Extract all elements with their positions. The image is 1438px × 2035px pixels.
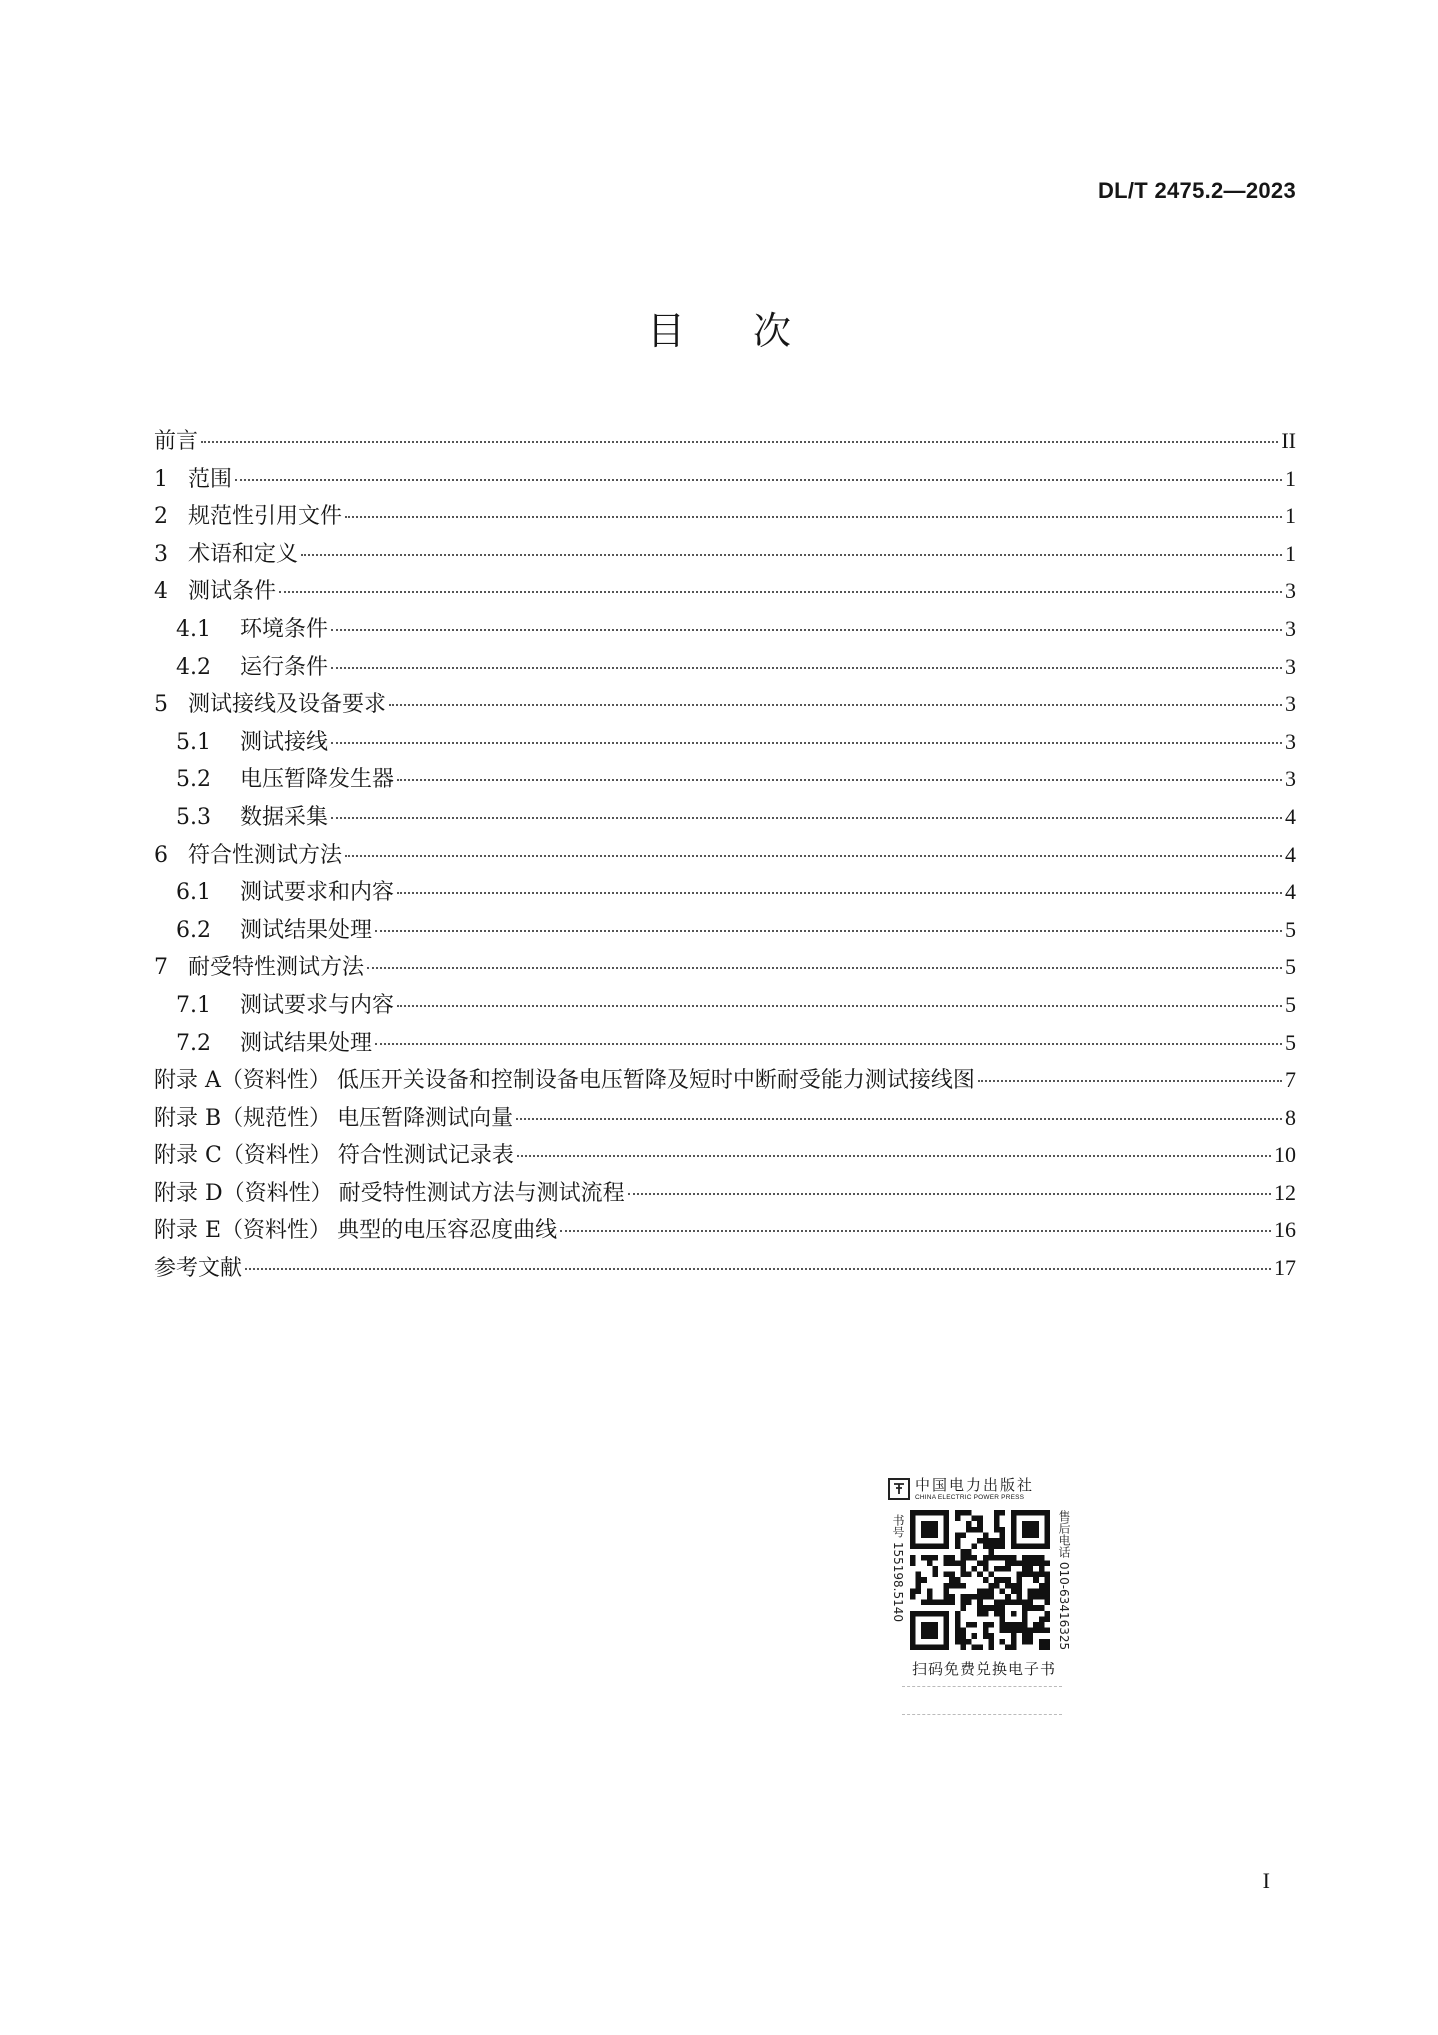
publisher-name-en: CHINA ELECTRIC POWER PRESS [915, 1493, 1025, 1501]
toc-entry-page: 3 [1285, 728, 1296, 754]
appendix-designation: 附录 D（资料性） [154, 1180, 333, 1206]
toc-entry-page: 3 [1285, 766, 1296, 792]
toc-entry[interactable] [154, 1174, 1296, 1212]
appendix-designation: 附录 A（资料性） [154, 1068, 331, 1094]
toc-entry-page: 4 [1285, 841, 1296, 867]
dot-leader [517, 1133, 1271, 1157]
toc-entry[interactable] [154, 535, 1296, 573]
toc-entry-label: 术语和定义 [188, 541, 299, 567]
dot-leader [978, 1058, 1282, 1082]
toc-entry[interactable] [154, 836, 1296, 874]
appendix-title: 低压开关设备和控制设备电压暂降及短时中断耐受能力测试接线图 [336, 1068, 975, 1094]
toc-entry-label: 范围 [188, 466, 233, 492]
toc-entry-page: 12 [1274, 1179, 1296, 1205]
toc-entry-label: 环境条件 [240, 616, 329, 642]
toc-entry-label: 电压暂降发生器 [240, 767, 395, 793]
toc-entry[interactable] [154, 1024, 1296, 1062]
book-number: 书号 155198.5140 [891, 1514, 905, 1622]
dot-leader [389, 682, 1282, 706]
toc-entry-number: 4.2 [176, 654, 211, 680]
toc-entry-number: 1 [154, 466, 168, 492]
toc-entry-number: 5.2 [176, 767, 211, 793]
publisher-logo-icon [888, 1478, 910, 1500]
table-of-contents [154, 422, 1296, 1287]
toc-entry[interactable] [154, 1061, 1296, 1099]
toc-title: 目次 [646, 309, 859, 353]
dot-leader [235, 457, 1282, 481]
dashed-divider [902, 1686, 1062, 1687]
toc-entry-label: 测试要求和内容 [240, 880, 395, 906]
toc-entry[interactable] [154, 1099, 1296, 1137]
toc-entry-label: 参考文献 [154, 1256, 243, 1282]
qr-caption: 扫码免费兑换电子书 [911, 1660, 1056, 1678]
dot-leader [331, 645, 1282, 669]
toc-entry-page: 5 [1285, 954, 1296, 980]
toc-entry-page: 5 [1285, 1029, 1296, 1055]
toc-entry-label: 数据采集 [240, 804, 329, 830]
qr-code-icon[interactable] [910, 1510, 1050, 1650]
dot-leader [245, 1246, 1271, 1270]
toc-entry-label [154, 1062, 975, 1100]
appendix-designation: 附录 B（规范性） [154, 1105, 332, 1131]
dot-leader [375, 1021, 1282, 1045]
toc-entry[interactable] [154, 723, 1296, 761]
toc-entry-label: 测试结果处理 [240, 1030, 373, 1056]
toc-entry-page: 1 [1285, 540, 1296, 566]
dot-leader [397, 983, 1282, 1007]
appendix-title: 符合性测试记录表 [337, 1143, 514, 1169]
publisher-name-cn: 中国电力出版社 [915, 1475, 1035, 1494]
toc-entry-label [154, 1100, 513, 1138]
toc-entry[interactable] [154, 873, 1296, 911]
toc-entry-page: 4 [1285, 879, 1296, 905]
toc-entry-number: 7.1 [176, 992, 211, 1018]
toc-entry-number: 7.2 [176, 1030, 211, 1056]
dot-leader [331, 607, 1282, 631]
toc-entry-label: 耐受特性测试方法 [188, 955, 365, 981]
toc-entry-page: 10 [1274, 1142, 1296, 1168]
toc-entry[interactable] [154, 948, 1296, 986]
toc-entry-page: 4 [1285, 803, 1296, 829]
page-number: I [1262, 1868, 1270, 1893]
dot-leader [201, 419, 1278, 443]
toc-entry-number: 6 [154, 842, 168, 868]
sales-phone: 售后电话 010-63416325 [1057, 1510, 1071, 1651]
toc-entry[interactable] [154, 1249, 1296, 1287]
dot-leader [345, 833, 1282, 857]
dot-leader [301, 532, 1282, 556]
toc-entry[interactable] [154, 497, 1296, 535]
dot-leader [367, 945, 1282, 969]
dot-leader [331, 795, 1282, 819]
dot-leader [375, 908, 1282, 932]
toc-entry-label: 测试接线 [240, 729, 329, 755]
qr-code-block [880, 1474, 1080, 1764]
toc-entry[interactable] [154, 986, 1296, 1024]
toc-entry-page: 3 [1285, 578, 1296, 604]
toc-entry-label: 规范性引用文件 [188, 504, 343, 530]
appendix-title: 电压暂降测试向量 [337, 1105, 514, 1131]
dot-leader [279, 569, 1282, 593]
toc-entry-label [154, 1137, 514, 1175]
toc-entry-page: 3 [1285, 615, 1296, 641]
toc-entry-page: II [1281, 428, 1296, 453]
toc-entry-label: 测试条件 [188, 579, 277, 605]
toc-entry-number: 5 [154, 692, 168, 718]
toc-entry-page: 16 [1274, 1217, 1296, 1243]
toc-entry-label: 前言 [154, 429, 199, 454]
standard-code: DL/T 2475.2—2023 [1097, 178, 1296, 203]
toc-entry-page: 5 [1285, 916, 1296, 942]
toc-entry-number: 6.1 [176, 880, 211, 906]
dot-leader [560, 1208, 1271, 1232]
toc-entry-page: 1 [1285, 503, 1296, 529]
appendix-designation: 附录 C（资料性） [154, 1143, 332, 1169]
toc-entry-page: 7 [1285, 1067, 1296, 1093]
toc-entry[interactable] [154, 798, 1296, 836]
appendix-title: 典型的电压容忍度曲线 [337, 1218, 558, 1244]
dot-leader [345, 494, 1282, 518]
dot-leader [331, 720, 1282, 744]
toc-entry-number: 3 [154, 541, 168, 567]
toc-entry[interactable] [154, 460, 1296, 498]
toc-entry[interactable] [154, 648, 1296, 686]
toc-entry-number: 4 [154, 579, 168, 605]
toc-entry[interactable] [154, 685, 1296, 723]
toc-entry-label: 测试接线及设备要求 [188, 692, 387, 718]
toc-entry-page: 8 [1285, 1104, 1296, 1130]
toc-entry[interactable] [154, 1211, 1296, 1249]
toc-entry-page: 3 [1285, 691, 1296, 717]
toc-entry-label: 测试要求与内容 [240, 992, 395, 1018]
dot-leader [516, 1096, 1282, 1120]
toc-entry-label: 测试结果处理 [240, 917, 373, 943]
toc-entry-page: 1 [1285, 465, 1296, 491]
toc-entry-label [154, 1175, 625, 1213]
toc-entry-number: 4.1 [176, 616, 211, 642]
toc-entry[interactable] [154, 911, 1296, 949]
toc-entry-label: 符合性测试方法 [188, 842, 343, 868]
toc-entry-page: 17 [1274, 1255, 1296, 1281]
toc-entry[interactable] [154, 422, 1296, 460]
toc-entry-page: 3 [1285, 653, 1296, 679]
publisher-logo [888, 1474, 1078, 1504]
toc-entry-number: 6.2 [176, 917, 211, 943]
toc-entry-number: 2 [154, 504, 168, 530]
appendix-designation: 附录 E（资料性） [154, 1218, 332, 1244]
toc-entry[interactable] [154, 760, 1296, 798]
toc-entry[interactable] [154, 1136, 1296, 1174]
toc-entry-label [154, 1212, 557, 1250]
toc-entry[interactable] [154, 610, 1296, 648]
dot-leader [397, 870, 1282, 894]
toc-entry-page: 5 [1285, 991, 1296, 1017]
dot-leader [628, 1171, 1271, 1195]
toc-entry-label: 运行条件 [240, 654, 329, 680]
dashed-divider [902, 1714, 1062, 1715]
toc-entry-number: 5.1 [176, 729, 211, 755]
toc-entry-number: 5.3 [176, 804, 211, 830]
dot-leader [397, 757, 1282, 781]
appendix-title: 耐受特性测试方法与测试流程 [338, 1180, 625, 1206]
toc-entry-number: 7 [154, 955, 168, 981]
toc-entry[interactable] [154, 572, 1296, 610]
